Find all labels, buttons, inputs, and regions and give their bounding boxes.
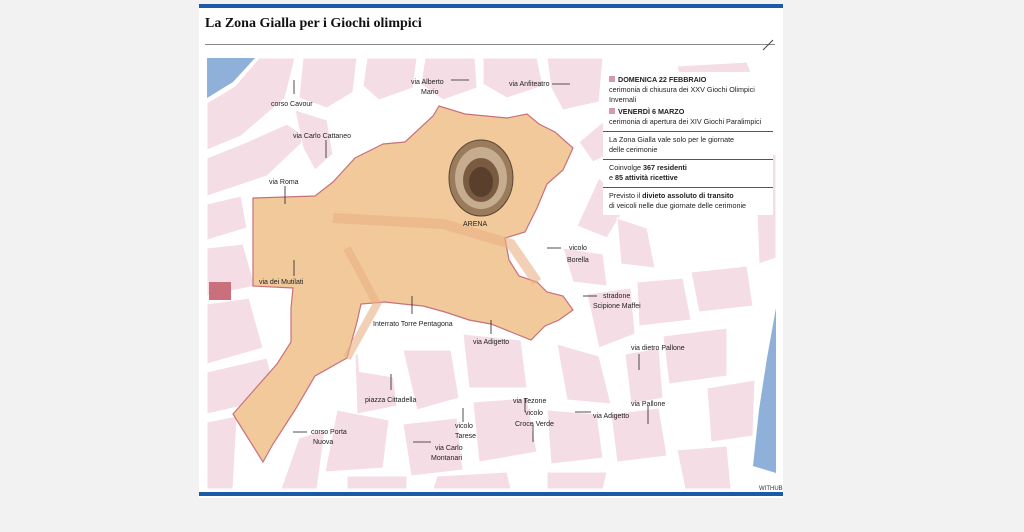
label-via-carlo-cattaneo: via Carlo Cattaneo <box>293 133 351 140</box>
legend-ban <box>603 188 773 215</box>
legend-note <box>603 132 773 160</box>
label-via-carlo-montanari-1: via Carlo <box>435 445 463 452</box>
residents-prefix: Coinvolge <box>609 163 643 172</box>
note-line2: delle cerimonie <box>609 145 658 154</box>
bullet-square-icon <box>609 76 615 82</box>
bottom-rule <box>199 492 783 496</box>
label-via-adigetto-1: via Adigetto <box>473 339 510 346</box>
label-via-alberto-mario-2: Mario <box>421 89 439 96</box>
building-block-dark <box>209 282 231 300</box>
legend-panel <box>603 72 773 215</box>
label-via-alberto-mario-1: via Alberto <box>411 79 444 86</box>
label-vicolo-croce-1: vicolo <box>525 410 543 417</box>
event1-date: DOMENICA 22 FEBBRAIO <box>618 75 707 84</box>
residents-and: e <box>609 173 615 182</box>
legend-residents <box>603 160 773 188</box>
label-vicolo-tarese-2: Tarese <box>455 433 477 440</box>
event2-desc: cerimonia di apertura dei XIV Giochi Paralimpici <box>609 117 762 126</box>
label-corso-porta-1: corso Porta <box>311 429 347 436</box>
arena-label: ARENA <box>463 221 488 228</box>
note-line1: La Zona Gialla vale solo per le giornate <box>609 135 735 144</box>
label-vicolo-borella-1: vicolo <box>569 245 587 252</box>
title-divider <box>205 44 775 45</box>
top-rule <box>199 4 783 8</box>
label-via-pallone: via Pallone <box>631 401 666 408</box>
label-via-dietro-pallone: via dietro Pallone <box>631 345 685 352</box>
residents-value: 367 residenti <box>642 163 687 172</box>
credit-label: WITHUB <box>759 486 783 492</box>
label-vicolo-borella-2: Borella <box>567 257 589 264</box>
bullet-square-icon <box>609 108 615 114</box>
event2-date: VENERDÌ 6 MARZO <box>618 107 685 116</box>
label-piazza-cittadella: piazza Cittadella <box>365 397 417 404</box>
label-interrato: Interrato Torre Pentagona <box>373 321 453 328</box>
label-vicolo-tarese-1: vicolo <box>455 423 473 430</box>
label-via-adigetto-2: via Adigetto <box>593 413 630 420</box>
page-title: La Zona Gialla per i Giochi olimpici <box>205 16 422 31</box>
ban-prefix: Previsto il <box>609 191 643 200</box>
label-vicolo-croce-2: Croce Verde <box>515 421 554 428</box>
label-corso-porta-2: Nuova <box>313 439 334 446</box>
arena-icon <box>449 140 513 216</box>
ban-bold: divieto assoluto di transito <box>642 191 734 200</box>
label-via-roma: via Roma <box>269 179 299 186</box>
event1-desc-line2: Invernali <box>609 95 637 104</box>
corner-tick-icon <box>761 38 775 52</box>
legend-events <box>603 72 773 132</box>
residents-value2: 85 attività ricettive <box>615 173 678 182</box>
label-via-anfiteatro: via Anfiteatro <box>509 81 550 88</box>
label-via-carlo-montanari-2: Montanari <box>431 455 463 462</box>
label-via-tezone: via Tezone <box>513 398 547 405</box>
event1-desc-line1: cerimonia di chiusura dei XXV Giochi Olimpici <box>609 85 755 94</box>
label-via-dei-mutilati: via dei Mutilati <box>259 279 304 286</box>
label-stradone-2: Scipione Maffei <box>593 303 641 310</box>
label-stradone-1: stradone <box>603 293 631 300</box>
piazza-open-space <box>357 342 397 378</box>
ban-line2: di veicoli nelle due giornate delle cerimonie <box>609 201 747 210</box>
label-corso-cavour: corso Cavour <box>271 101 313 108</box>
